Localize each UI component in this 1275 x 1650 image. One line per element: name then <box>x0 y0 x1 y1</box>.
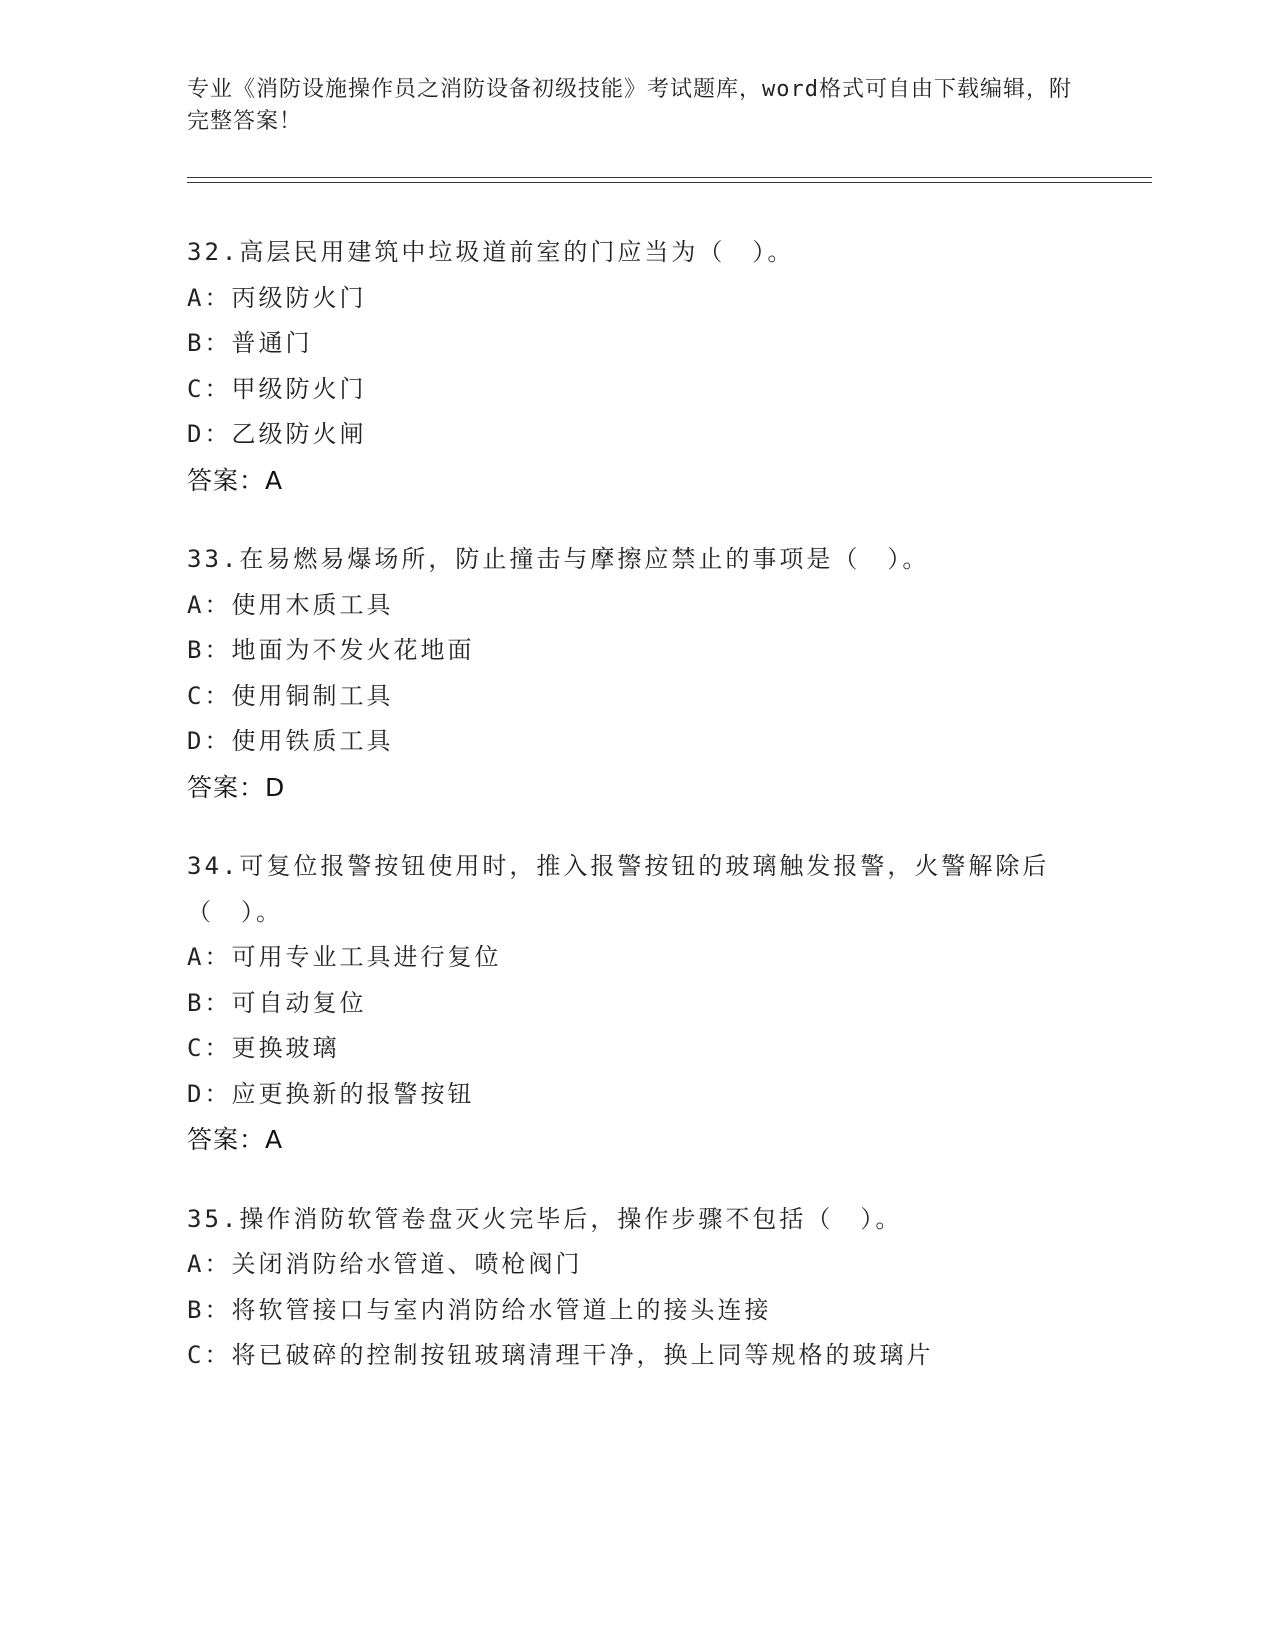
document-header: 专业《消防设施操作员之消防设备初级技能》考试题库，word格式可自由下载编辑，附完整答案！ <box>187 77 1072 134</box>
header-divider-top <box>187 177 1152 178</box>
answer-line <box>187 765 1087 811</box>
question-stem <box>187 230 1087 276</box>
option-item <box>187 1333 1087 1379</box>
option-letter: C： <box>187 374 232 403</box>
option-text: 使用铜制工具 <box>231 681 394 710</box>
answer-label: 答案： <box>187 772 266 802</box>
option-item <box>187 367 1087 413</box>
question-block <box>187 844 1087 1163</box>
option-letter: C： <box>187 1341 232 1369</box>
option-item <box>187 583 1087 629</box>
question-block <box>187 1197 1087 1379</box>
option-text: 应更换新的报警按钮 <box>231 1079 475 1108</box>
option-item <box>187 321 1087 367</box>
question-number: 33. <box>187 545 240 573</box>
option-text: 普通门 <box>231 329 313 357</box>
option-item <box>187 935 1087 981</box>
question-number: 32. <box>187 238 240 266</box>
option-letter: A： <box>187 1250 232 1278</box>
option-text: 更换玻璃 <box>231 1034 340 1062</box>
option-letter: D： <box>187 420 232 448</box>
question-list <box>187 230 1087 1413</box>
option-letter: B： <box>187 329 232 357</box>
answer-label: 答案： <box>187 1125 266 1154</box>
option-letter: D： <box>187 1079 232 1108</box>
option-text: 关闭消防给水管道、喷枪阀门 <box>231 1250 583 1278</box>
answer-line <box>187 1117 1087 1163</box>
option-item <box>187 981 1087 1027</box>
option-text: 将已破碎的控制按钮玻璃清理干净，换上同等规格的玻璃片 <box>231 1341 934 1369</box>
question-text: 高层民用建筑中垃圾道前室的门应当为（ ）。 <box>239 238 795 266</box>
question-text: 操作消防软管卷盘灭火完毕后，操作步骤不包括（ ）。 <box>239 1204 903 1233</box>
question-stem <box>187 1197 1087 1243</box>
option-text: 地面为不发火花地面 <box>231 636 475 664</box>
option-text: 使用铁质工具 <box>231 727 394 755</box>
option-item <box>187 276 1087 322</box>
question-number: 35. <box>187 1204 240 1233</box>
option-letter: B： <box>187 988 232 1017</box>
option-item <box>187 1026 1087 1072</box>
answer-value: A <box>265 1125 284 1154</box>
option-letter: A： <box>187 943 232 971</box>
question-block <box>187 537 1087 810</box>
option-text: 可自动复位 <box>231 988 367 1017</box>
option-letter: B： <box>187 636 232 664</box>
option-item <box>187 1072 1087 1118</box>
answer-line <box>187 458 1087 504</box>
option-letter: A： <box>187 590 232 619</box>
option-text: 乙级防火闸 <box>231 420 367 448</box>
option-letter: C： <box>187 1034 232 1062</box>
option-item <box>187 412 1087 458</box>
option-item <box>187 674 1087 720</box>
option-item <box>187 719 1087 765</box>
option-text: 甲级防火门 <box>231 374 367 403</box>
option-text: 使用木质工具 <box>231 590 394 619</box>
option-item <box>187 1242 1087 1288</box>
question-block <box>187 230 1087 503</box>
option-letter: C： <box>187 681 232 710</box>
option-text: 将软管接口与室内消防给水管道上的接头连接 <box>231 1295 772 1324</box>
question-stem <box>187 844 1087 935</box>
option-text: 丙级防火门 <box>231 283 367 312</box>
option-letter: D： <box>187 727 232 755</box>
option-letter: A： <box>187 283 232 312</box>
answer-value: A <box>265 465 284 495</box>
question-number: 34. <box>187 852 240 880</box>
answer-value: D <box>265 772 286 802</box>
option-item <box>187 628 1087 674</box>
option-text: 可用专业工具进行复位 <box>231 943 502 971</box>
option-letter: B： <box>187 1295 232 1324</box>
header-divider-bottom <box>187 182 1152 183</box>
question-text: 可复位报警按钮使用时，推入报警按钮的玻璃触发报警，火警解除后（ ）。 <box>187 852 1050 926</box>
answer-label: 答案： <box>187 465 266 495</box>
question-text: 在易燃易爆场所，防止撞击与摩擦应禁止的事项是（ ）。 <box>239 545 930 573</box>
question-stem <box>187 537 1087 583</box>
option-item <box>187 1288 1087 1334</box>
